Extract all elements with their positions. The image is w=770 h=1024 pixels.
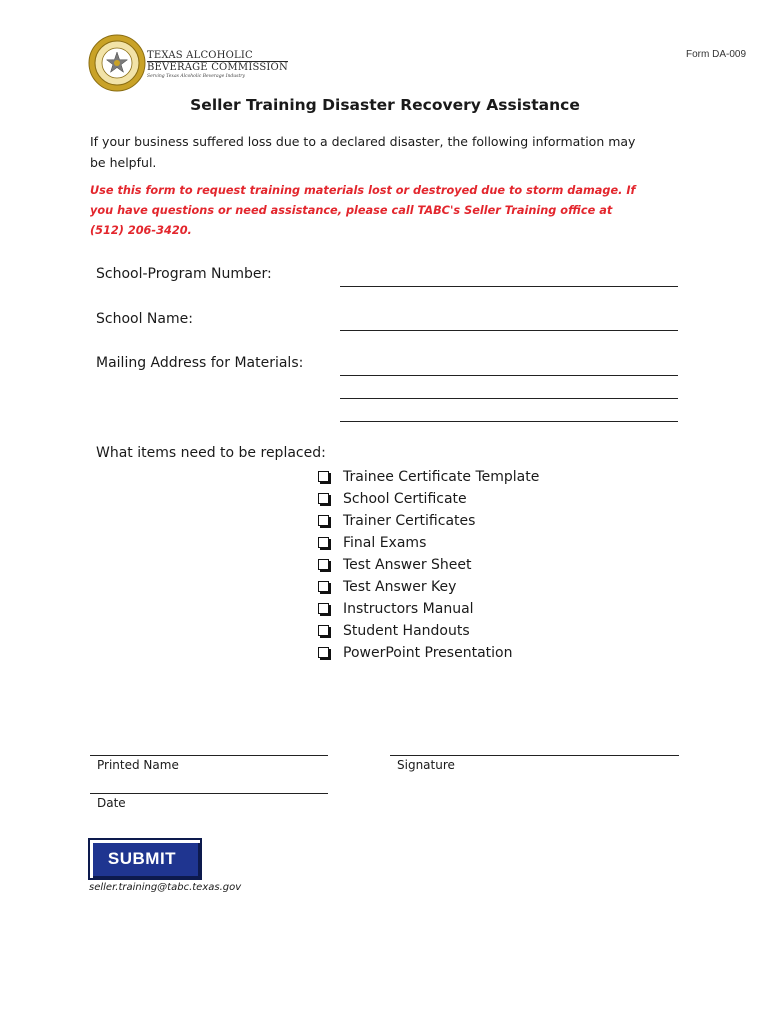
checkbox-icon[interactable] <box>318 603 329 614</box>
mailing-address-input-3[interactable] <box>340 421 678 422</box>
school-program-number-label: School-Program Number: <box>96 266 272 282</box>
item-label: Student Handouts <box>343 623 470 639</box>
printed-name-label: Printed Name <box>97 758 179 772</box>
item-powerpoint-presentation[interactable] <box>318 642 512 664</box>
checkbox-icon[interactable] <box>318 559 329 570</box>
page-title: Seller Training Disaster Recovery Assistance <box>190 96 580 114</box>
mailing-address-input-1[interactable] <box>340 375 678 376</box>
item-label: Final Exams <box>343 535 427 551</box>
signature-label: Signature <box>397 758 455 772</box>
school-program-number-input[interactable] <box>340 286 678 287</box>
org-tagline: Serving Texas Alcoholic Beverage Industry <box>147 74 245 79</box>
school-name-input[interactable] <box>340 330 678 331</box>
item-student-handouts[interactable] <box>318 620 470 642</box>
item-label: Test Answer Sheet <box>343 557 472 573</box>
form-id: Form DA-009 <box>685 49 746 60</box>
school-name-label: School Name: <box>96 311 193 327</box>
date-label: Date <box>97 796 126 810</box>
org-wordmark <box>147 50 288 80</box>
contact-email: seller.training@tabc.texas.gov <box>89 882 242 893</box>
checkbox-icon[interactable] <box>318 581 329 592</box>
checkbox-icon[interactable] <box>318 625 329 636</box>
submit-label: SUBMIT <box>107 849 177 868</box>
checkbox-icon[interactable] <box>318 537 329 548</box>
mailing-address-label: Mailing Address for Materials: <box>96 355 304 371</box>
checkbox-icon[interactable] <box>318 493 329 504</box>
mailing-address-input-2[interactable] <box>340 398 678 399</box>
signature-input[interactable] <box>390 755 679 756</box>
item-instructors-manual[interactable] <box>318 598 474 620</box>
item-final-exams[interactable] <box>318 532 426 554</box>
tabc-seal-icon <box>88 34 146 92</box>
org-name-line1: TEXAS ALCOHOLIC <box>147 50 288 62</box>
item-label: Instructors Manual <box>343 601 474 617</box>
checkbox-icon[interactable] <box>318 647 329 658</box>
org-name-line2: BEVERAGE COMMISSION <box>147 62 288 73</box>
submit-button[interactable] <box>88 838 202 880</box>
item-label: Trainer Certificates <box>343 513 476 529</box>
item-school-certificate[interactable] <box>318 488 467 510</box>
checkbox-icon[interactable] <box>318 471 329 482</box>
warning-text: Use this form to request training materials lost or destroyed due to storm damage. If you have questions or need assistance, please call TABC's Seller Training office at (512) 206-3420. <box>90 184 636 237</box>
item-trainer-certificates[interactable] <box>318 510 475 532</box>
item-test-answer-sheet[interactable] <box>318 554 472 576</box>
printed-name-input[interactable] <box>90 755 328 756</box>
item-label: Trainee Certificate Template <box>343 469 540 485</box>
item-test-answer-key[interactable] <box>318 576 456 598</box>
item-label: Test Answer Key <box>343 579 457 595</box>
item-label: PowerPoint Presentation <box>343 645 513 661</box>
date-input[interactable] <box>90 793 328 794</box>
checkbox-icon[interactable] <box>318 515 329 526</box>
items-label: What items need to be replaced: <box>96 445 326 461</box>
item-trainee-certificate-template[interactable] <box>318 466 539 488</box>
intro-text: If your business suffered loss due to a declared disaster, the following information may be helpful. <box>90 134 636 170</box>
item-label: School Certificate <box>343 491 467 507</box>
